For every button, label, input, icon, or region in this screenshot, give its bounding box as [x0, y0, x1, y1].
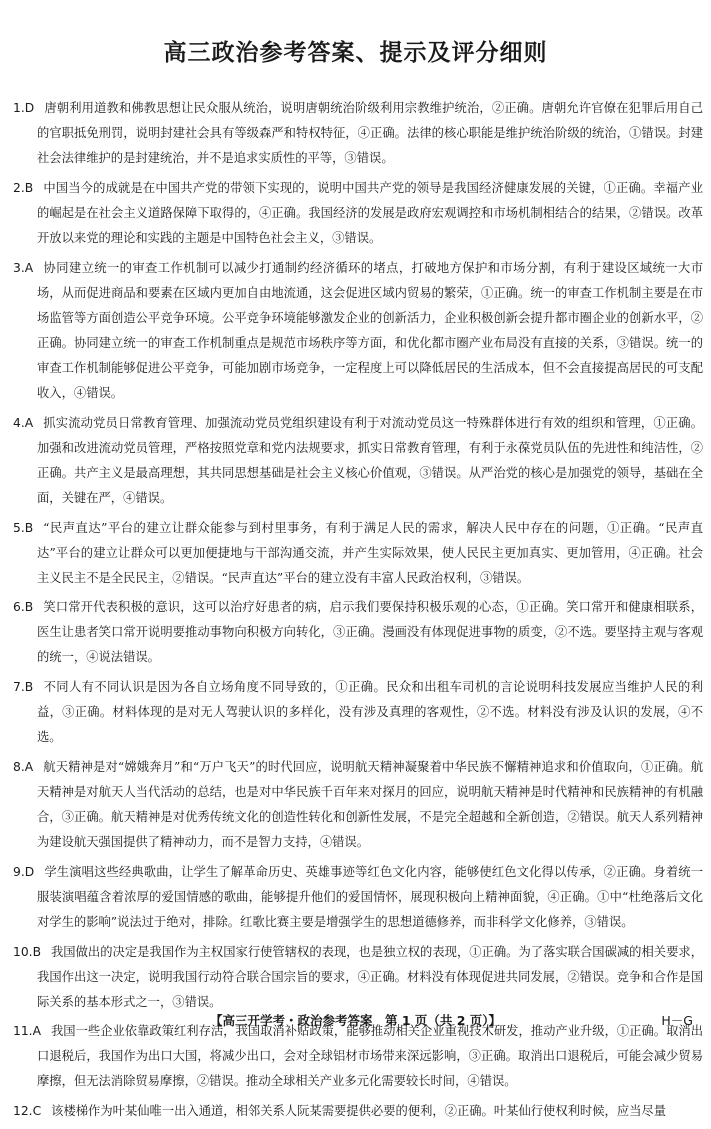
answer-number: 12.	[13, 1104, 33, 1119]
answer-explanation: 唐朝利用道教和佛教思想让民众服从统治，说明唐朝统治阶级利用宗教维护统治，②正确。唐朝允许官僚在犯罪后用自己的官职抵免刑罚，说明封建社会具有等级森严和特权特征，④正确。法律的核心职能是维护统治阶级的统治，①错误。封建社会法律维护的是封建统治，并不是追求实质性的平等，③错误。	[37, 101, 703, 166]
answer-explanation: 航天精神是对“嫦娥奔月”和“万户飞天”的时代回应，说明航天精神凝聚着中华民族不懈精神追求和价值取向，①正确。航天精神是对航天人当代活动的总结，也是对中华民族千百年来对探月的回应，说明航天精神是时代精神和民族精神的有机融合，③正确。航天精神是对优秀传统文化的创造性转化和创新性发展，不是完全超越和全新创造，②错误。航天人系列精神为建设航天强国提供了精神动力，而不是智力支持，④错误。	[37, 759, 703, 850]
answer-number: 6.	[13, 600, 25, 615]
answer-number: 9.	[13, 864, 25, 879]
answer-item	[13, 411, 703, 511]
footer-code: H－G	[661, 1013, 693, 1028]
answer-item	[13, 595, 703, 670]
answer-number: 4.	[13, 415, 25, 430]
answer-explanation: 学生演唱这些经典歌曲，让学生了解革命历史、英雄事迹等红色文化内容，能够使红色文化得以传承，②正确。身着统一服装演唱蕴含着浓厚的爱国情感的歌曲，能够提升他们的爱国情怀，展现积极向上精神面貌，④正确。①中“杜绝落后文化对学生的影响”说法过于绝对，排除。红歌比赛主要是增强学生的思想道德修养，而非科学文化修养，③错误。	[37, 864, 703, 929]
answer-item	[13, 675, 703, 750]
answer-item	[13, 755, 703, 855]
answer-explanation: 抓实流动党员日常教育管理、加强流动党员党组织建设有利于对流动党员这一特殊群体进行有效的组织和管理，①正确。加强和改进流动党员管理，严格按照党章和党内法规要求，抓实日常教育管理，有利于永葆党员队伍的先进性和纯洁性，②正确。共产主义是最高理想，其共同思想基础是社会主义核心价值观，③错误。从严治党的核心是加强党的领导，基础在全面，关键在严，④错误。	[37, 415, 703, 505]
answer-item	[13, 96, 703, 171]
answer-explanation: 该楼梯作为叶某仙唯一出入通道，相邻关系人阮某需要提供必要的便利，②正确。叶某仙行使权利时候，应当尽量	[51, 1104, 667, 1119]
answer-key: A	[24, 260, 34, 275]
page-title: 高三政治参考答案、提示及评分细则	[163, 40, 548, 66]
answer-explanation: 我国做出的决定是我国作为主权国家行使管辖权的表现，也是独立权的表现，①正确。为了落实联合国碳减的相关要求，我国作出这一决定，说明我国行动符合联合国宗旨的要求，④正确。材料没有体现促进共同发展，②错误。竞争和合作是国际关系的基本形式之一，③错误。	[37, 944, 703, 1009]
answer-key: C	[32, 1104, 42, 1119]
footer-page-info: 【高三开学考・政治参考答案 第 1 页（共 2 页）】	[209, 1013, 502, 1028]
answer-number: 5.	[13, 520, 25, 535]
answer-key: A	[32, 1024, 41, 1039]
answer-key: B	[24, 680, 34, 695]
answer-key: B	[32, 944, 41, 959]
answer-explanation: “民声直达”平台的建立让群众能参与到村里事务，有利于满足人民的需求，解决人民中存在的问题，①正确。“民声直达”平台的建立让群众可以更加便捷地与干部沟通交流，并产生实际效果，使人民民主更加真实、更加管用，④正确。社会主义民主不是全民民主，②错误。“民声直达”平台的建立没有丰富人民政治权利，③错误。	[37, 520, 703, 585]
answer-number: 3.	[13, 260, 25, 275]
answer-item	[13, 1019, 703, 1094]
answer-key: A	[24, 415, 34, 430]
answer-number: 8.	[13, 759, 25, 774]
answer-number: 11.	[13, 1024, 33, 1039]
answer-item	[13, 516, 703, 591]
answer-explanation: 中国当今的成就是在中国共产党的带领下实现的，说明中国共产党的领导是我国经济健康发展的关键，①正确。幸福产业的崛起是在社会主义道路保障下取得的，④正确。我国经济的发展是政府宏观调控和市场机制相结合的结果，②错误。改革开放以来党的理论和实践的主题是中国特色社会主义，③错误。	[37, 180, 703, 245]
answer-list	[13, 96, 703, 1129]
answer-number: 1.	[13, 101, 25, 115]
answer-item	[13, 940, 703, 1015]
answer-item	[13, 1099, 703, 1124]
answer-number: 10.	[13, 944, 33, 959]
answer-number: 2.	[13, 180, 25, 195]
answer-key: A	[24, 759, 34, 774]
answer-number: 7.	[13, 680, 25, 695]
answer-key: B	[24, 180, 34, 195]
answer-key: D	[24, 101, 35, 115]
answer-key: D	[24, 864, 35, 879]
answer-explanation: 协同建立统一的审查工作机制可以减少打通制约经济循环的堵点，打破地方保护和市场分割，有利于建设区域统一大市场，从而促进商品和要素在区域内更加自由地流通，这会促进区域内贸易的繁荣，①正确。统一的审查工作机制主要是在市场监管等方面创造公平竞争环境。公平竞争环境能够激发企业的创新活力，企业积极创新会提升都市圈企业的创新水平，②正确。协同建立统一的审查工作机制重点是规范市场秩序等方面，和优化都市圈产业布局没有直接的关系，③错误。统一的审查工作机制能够促进公平竞争，可能加剧市场竞争，一定程度上可以降低居民的生活成本，但不会直接提高居民的可支配收入，④错误。	[37, 260, 703, 401]
answer-explanation: 笑口常开代表积极的意识，这可以治疗好患者的病，启示我们要保持积极乐观的心态，①正确。笑口常开和健康相联系，医生让患者笑口常开说明要推动事物向积极方向转化，③正确。漫画没有体现促进事物的质变，②不选。要坚持主观与客观的统一，④说法错误。	[37, 600, 703, 665]
answer-item	[13, 860, 703, 935]
answer-key: B	[24, 600, 34, 615]
answer-item	[13, 176, 703, 251]
answer-item	[13, 256, 703, 407]
answer-key: B	[24, 520, 34, 535]
answer-explanation: 不同人有不同认识是因为各自立场角度不同导致的，①正确。民众和出租车司机的言论说明科技发展应当维护人民的利益，③正确。材料体现的是对无人驾驶认识的多样化，没有涉及真理的客观性，②不选。材料没有涉及认识的发展，④不选。	[37, 680, 703, 745]
answer-explanation: 我国一些企业依靠政策红利存活，我国取消补贴政策，能够推动相关企业重视技术研发，推动产业升级，①正确。取消出口退税后，我国作为出口大国，将减少出口，会对全球铝材市场带来深远影响，③正确。取消出口退税后，可能会减少贸易摩擦，但无法消除贸易摩擦，②错误。推动全球相关产业多元化需要较长时间，④错误。	[37, 1024, 703, 1089]
